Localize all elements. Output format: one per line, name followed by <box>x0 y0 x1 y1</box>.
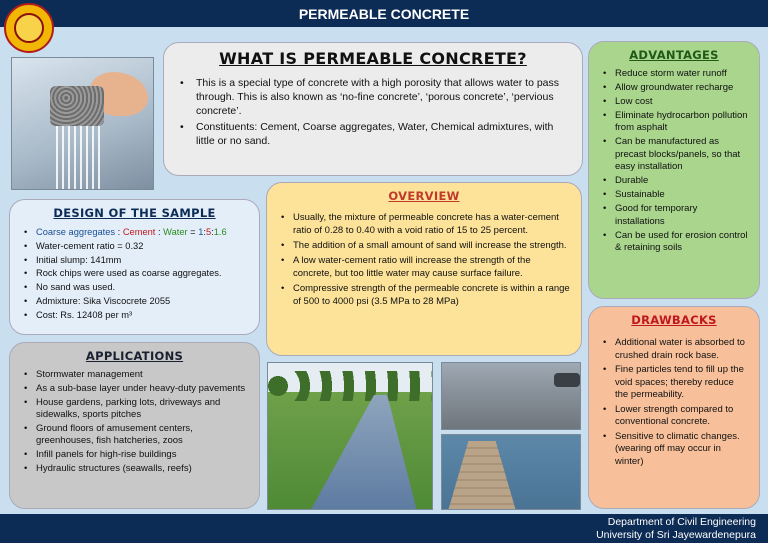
drawback-item: • Lower strength compared to conventional concrete. <box>599 404 749 429</box>
what-is-item: • This is a special type of concrete with a high porosity that allows water to pass through. This is also known as ‘no-fine concrete’, ‘porous concrete’, ‘pervious concrete’. <box>174 76 572 118</box>
seawall-pavement-photo <box>441 434 581 510</box>
advantage-item: • Eliminate hydrocarbon pollution from asphalt <box>599 110 749 135</box>
application-item: • Ground floors of amusement centers, greenhouses, fish hatcheries, zoos <box>20 423 249 448</box>
drawback-item: • Fine particles tend to fill up the void spaces; thereby reduce the permeability. <box>599 364 749 402</box>
advantage-item: • Allow groundwater recharge <box>599 82 749 94</box>
drawback-item: • Sensitive to climatic changes. (wearing off may occur in winter) <box>599 431 749 469</box>
page-title: PERMEABLE CONCRETE <box>298 5 470 22</box>
department-name: Department of Civil Engineering <box>607 516 756 528</box>
advantage-item: • Sustainable <box>599 189 749 201</box>
design-item: • Cost: Rs. 12408 per m³ <box>20 309 249 321</box>
university-logo <box>4 3 54 53</box>
design-heading: DESIGN OF THE SAMPLE <box>53 206 216 220</box>
overview-item: • The addition of a small amount of sand will increase the strength. <box>277 239 571 252</box>
advantage-item: • Low cost <box>599 96 749 108</box>
advantage-item: • Good for temporary installations <box>599 203 749 228</box>
overview-heading: OVERVIEW <box>388 189 460 203</box>
university-name: University of Sri Jayewardenepura <box>596 529 756 541</box>
application-item: • As a sub-base layer under heavy-duty pavements <box>20 383 249 396</box>
advantages-section <box>588 41 760 299</box>
footer-bar <box>0 514 768 543</box>
wet-pavement-photo <box>441 362 581 430</box>
drawbacks-heading: DRAWBACKS <box>631 313 717 327</box>
design-item: • Water-cement ratio = 0.32 <box>20 240 249 252</box>
design-item: • No sand was used. <box>20 281 249 293</box>
advantage-item: • Can be manufactured as precast blocks/panels, so that easy installation <box>599 136 749 173</box>
application-item: • Hydraulic structures (seawalls, reefs) <box>20 463 249 476</box>
overview-item: • A low water-cement ratio will increase the strength of the concrete, but too little water may cause surface failure. <box>277 254 571 280</box>
application-item: • House gardens, parking lots, driveways and sidewalks, sports pitches <box>20 397 249 422</box>
design-section <box>9 199 260 335</box>
overview-item: • Compressive strength of the permeable concrete is within a range of 500 to 4000 psi (3.5 MPa to 28 MPa) <box>277 282 571 308</box>
permeable-walkway-photo <box>267 362 433 510</box>
design-item: • Rock chips were used as coarse aggregates. <box>20 267 249 279</box>
applications-section <box>9 342 260 509</box>
application-item: • Infill panels for high-rise buildings <box>20 449 249 462</box>
what-is-heading: WHAT IS PERMEABLE CONCRETE? <box>219 49 527 68</box>
header-bar <box>0 0 768 27</box>
drawback-item: • Additional water is absorbed to crushed drain rock base. <box>599 337 749 362</box>
advantages-heading: ADVANTAGES <box>629 48 719 62</box>
advantage-item: • Can be used for erosion control & retaining soils <box>599 230 749 255</box>
overview-item: • Usually, the mixture of permeable concrete has a water-cement ratio of 0.28 to 0.40 with a void ratio of 15 to 25 percent. <box>277 211 571 237</box>
what-is-section <box>163 42 583 176</box>
applications-heading: APPLICATIONS <box>85 349 184 363</box>
design-item: • Admixture: Sika Viscocrete 2055 <box>20 295 249 307</box>
mix-ratio-item: • Coarse aggregates : Cement : Water = 1:5:1.6 <box>20 226 249 238</box>
what-is-item: • Constituents: Cement, Coarse aggregates, Water, Chemical admixtures, with little or no sand. <box>174 120 572 148</box>
advantage-item: • Reduce storm water runoff <box>599 68 749 80</box>
overview-section <box>266 182 582 356</box>
advantage-item: • Durable <box>599 175 749 187</box>
design-item: • Initial slump: 141mm <box>20 254 249 266</box>
water-through-concrete-photo <box>11 57 154 190</box>
drawbacks-section <box>588 306 760 509</box>
application-item: • Stormwater management <box>20 369 249 382</box>
